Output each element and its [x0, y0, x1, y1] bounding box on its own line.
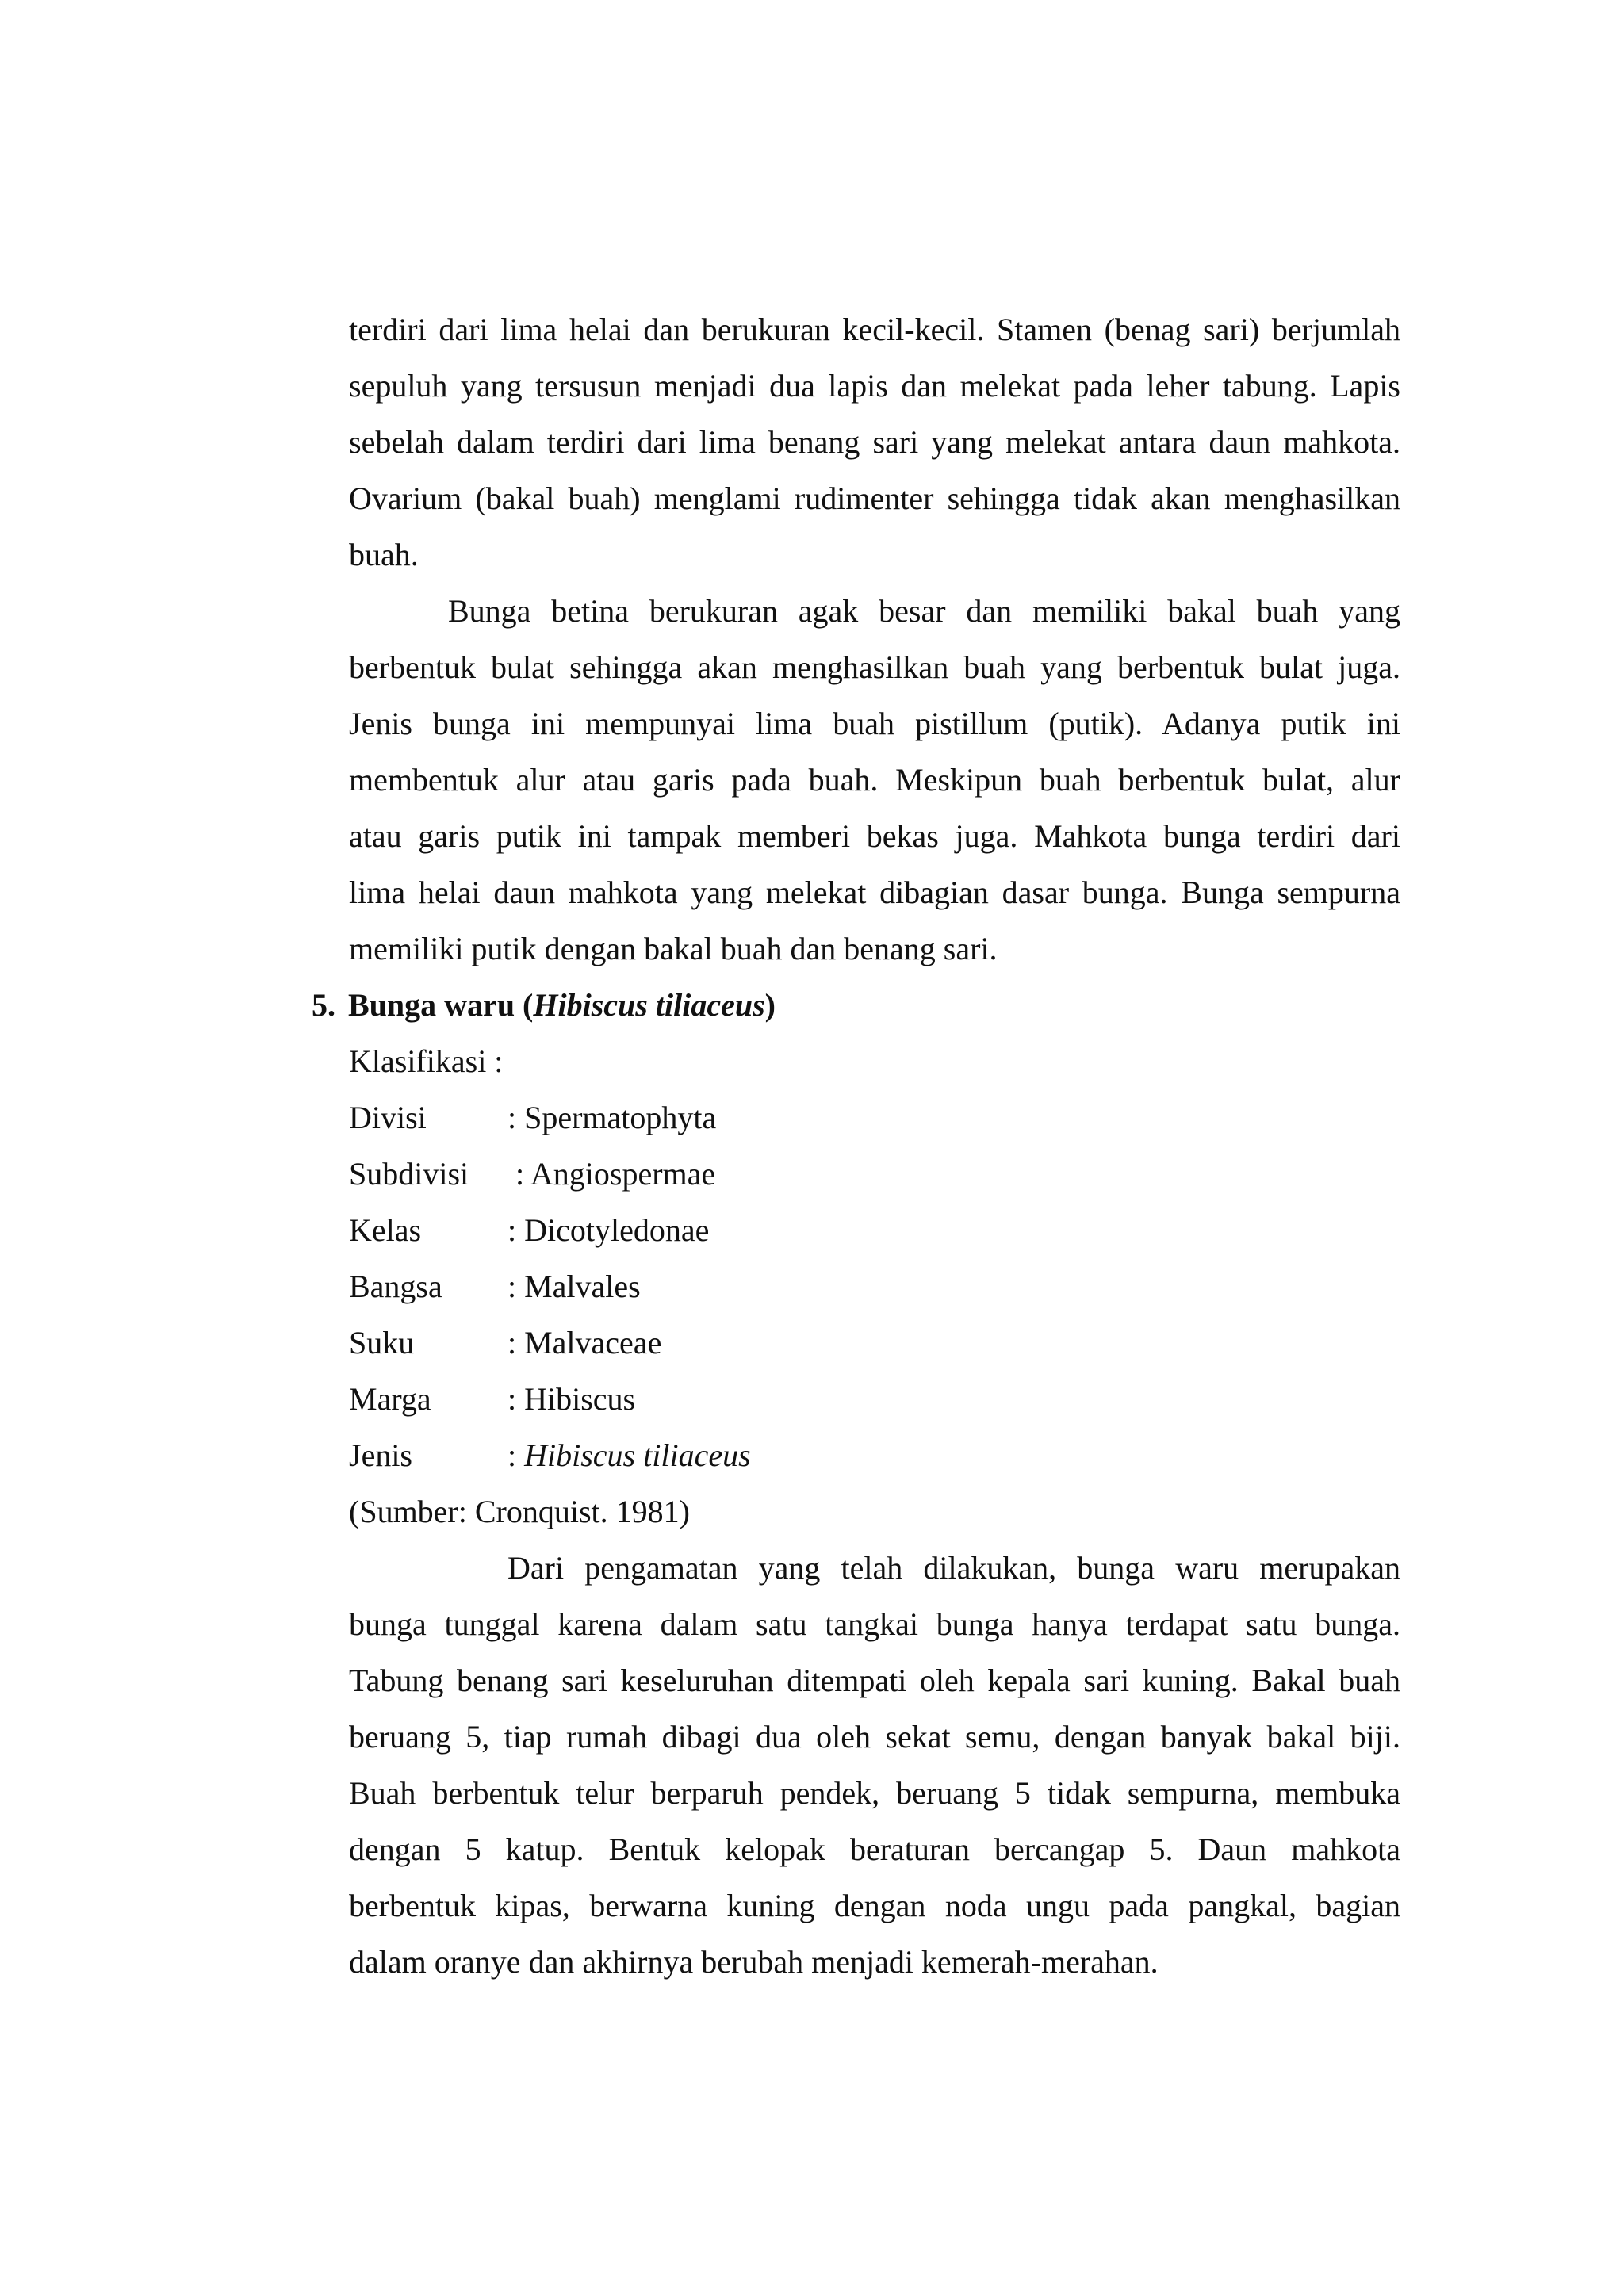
paragraph1-line: terdiri dari lima helai dan berukuran kecil-kecil. Stamen (benag sari) berjumlah — [349, 312, 1400, 347]
paragraph3-line: beruang 5, tiap rumah dibagi dua oleh sekat semu, dengan banyak bakal biji. — [349, 1719, 1400, 1755]
classification-label: Marga — [349, 1381, 431, 1417]
paragraph1-line: Ovarium (bakal buah) menglami rudimenter sehingga tidak akan menghasilkan — [349, 480, 1400, 516]
paragraph3-line: Dari pengamatan yang telah dilakukan, bunga waru merupakan — [508, 1550, 1400, 1586]
classification-header: Klasifikasi : — [349, 1043, 504, 1079]
classification-value — [508, 1427, 751, 1484]
paragraph3-line: Tabung benang sari keseluruhan ditempati oleh kepala sari kuning. Bakal buah — [349, 1663, 1400, 1698]
paragraph2-line: membentuk alur atau garis pada buah. Meskipun buah berbentuk bulat, alur — [349, 762, 1400, 798]
classification-value: : Malvales — [508, 1269, 641, 1304]
paragraph2-line: memiliki putik dengan bakal buah dan benang sari. — [349, 931, 998, 966]
classification-source: (Sumber: Cronquist. 1981) — [349, 1494, 690, 1529]
paragraph2-line: Jenis bunga ini mempunyai lima buah pistillum (putik). Adanya putik ini — [349, 706, 1400, 741]
section-number: 5. — [312, 987, 335, 1023]
classification-value: : Malvaceae — [508, 1325, 662, 1360]
paragraph1-line: buah. — [349, 537, 419, 572]
classification-label: Subdivisi — [349, 1156, 469, 1192]
classification-label: Kelas — [349, 1212, 422, 1248]
classification-value: : Hibiscus — [508, 1381, 636, 1417]
paragraph2-line: lima helai daun mahkota yang melekat dibagian dasar bunga. Bunga sempurna — [349, 874, 1400, 910]
classification-value: : Spermatophyta — [508, 1100, 717, 1135]
classification-value: : Angiospermae — [515, 1156, 716, 1192]
classification-value-prefix: : — [508, 1437, 525, 1473]
paragraph1-line: sepuluh yang tersusun menjadi dua lapis dan melekat pada leher tabung. Lapis — [349, 368, 1400, 404]
paragraph2-line: atau garis putik ini tampak memberi bekas juga. Mahkota bunga terdiri dari — [349, 818, 1400, 854]
classification-label: Suku — [349, 1325, 415, 1360]
paragraph2-line: Bunga betina berukuran agak besar dan memiliki bakal buah yang — [448, 593, 1400, 629]
section-title-species: Hibiscus tiliaceus — [533, 987, 765, 1023]
paragraph3-line: Buah berbentuk telur berparuh pendek, beruang 5 tidak sempurna, membuka — [349, 1775, 1400, 1811]
paragraph3-line: dalam oranye dan akhirnya berubah menjadi kemerah-merahan. — [349, 1944, 1159, 1980]
paragraph3-line: dengan 5 katup. Bentuk kelopak beraturan bercangap 5. Daun mahkota — [349, 1831, 1400, 1867]
paragraph1-line: sebelah dalam terdiri dari lima benang sari yang melekat antara daun mahkota. — [349, 424, 1400, 460]
section-title-end: ) — [764, 987, 776, 1023]
classification-value: : Dicotyledonae — [508, 1212, 710, 1248]
classification-label: Bangsa — [349, 1269, 442, 1304]
paragraph2-line: berbentuk bulat sehingga akan menghasilkan buah yang berbentuk bulat juga. — [349, 649, 1400, 685]
paragraph3-line: bunga tunggal karena dalam satu tangkai bunga hanya terdapat satu bunga. — [349, 1606, 1400, 1642]
classification-label: Jenis — [349, 1437, 412, 1473]
paragraph3-line: berbentuk kipas, berwarna kuning dengan noda ungu pada pangkal, bagian — [349, 1888, 1400, 1923]
section-heading — [312, 977, 776, 1034]
classification-label: Divisi — [349, 1100, 427, 1135]
classification-value-species: Hibiscus tiliaceus — [524, 1437, 751, 1473]
section-title: Bunga waru ( — [348, 987, 534, 1023]
